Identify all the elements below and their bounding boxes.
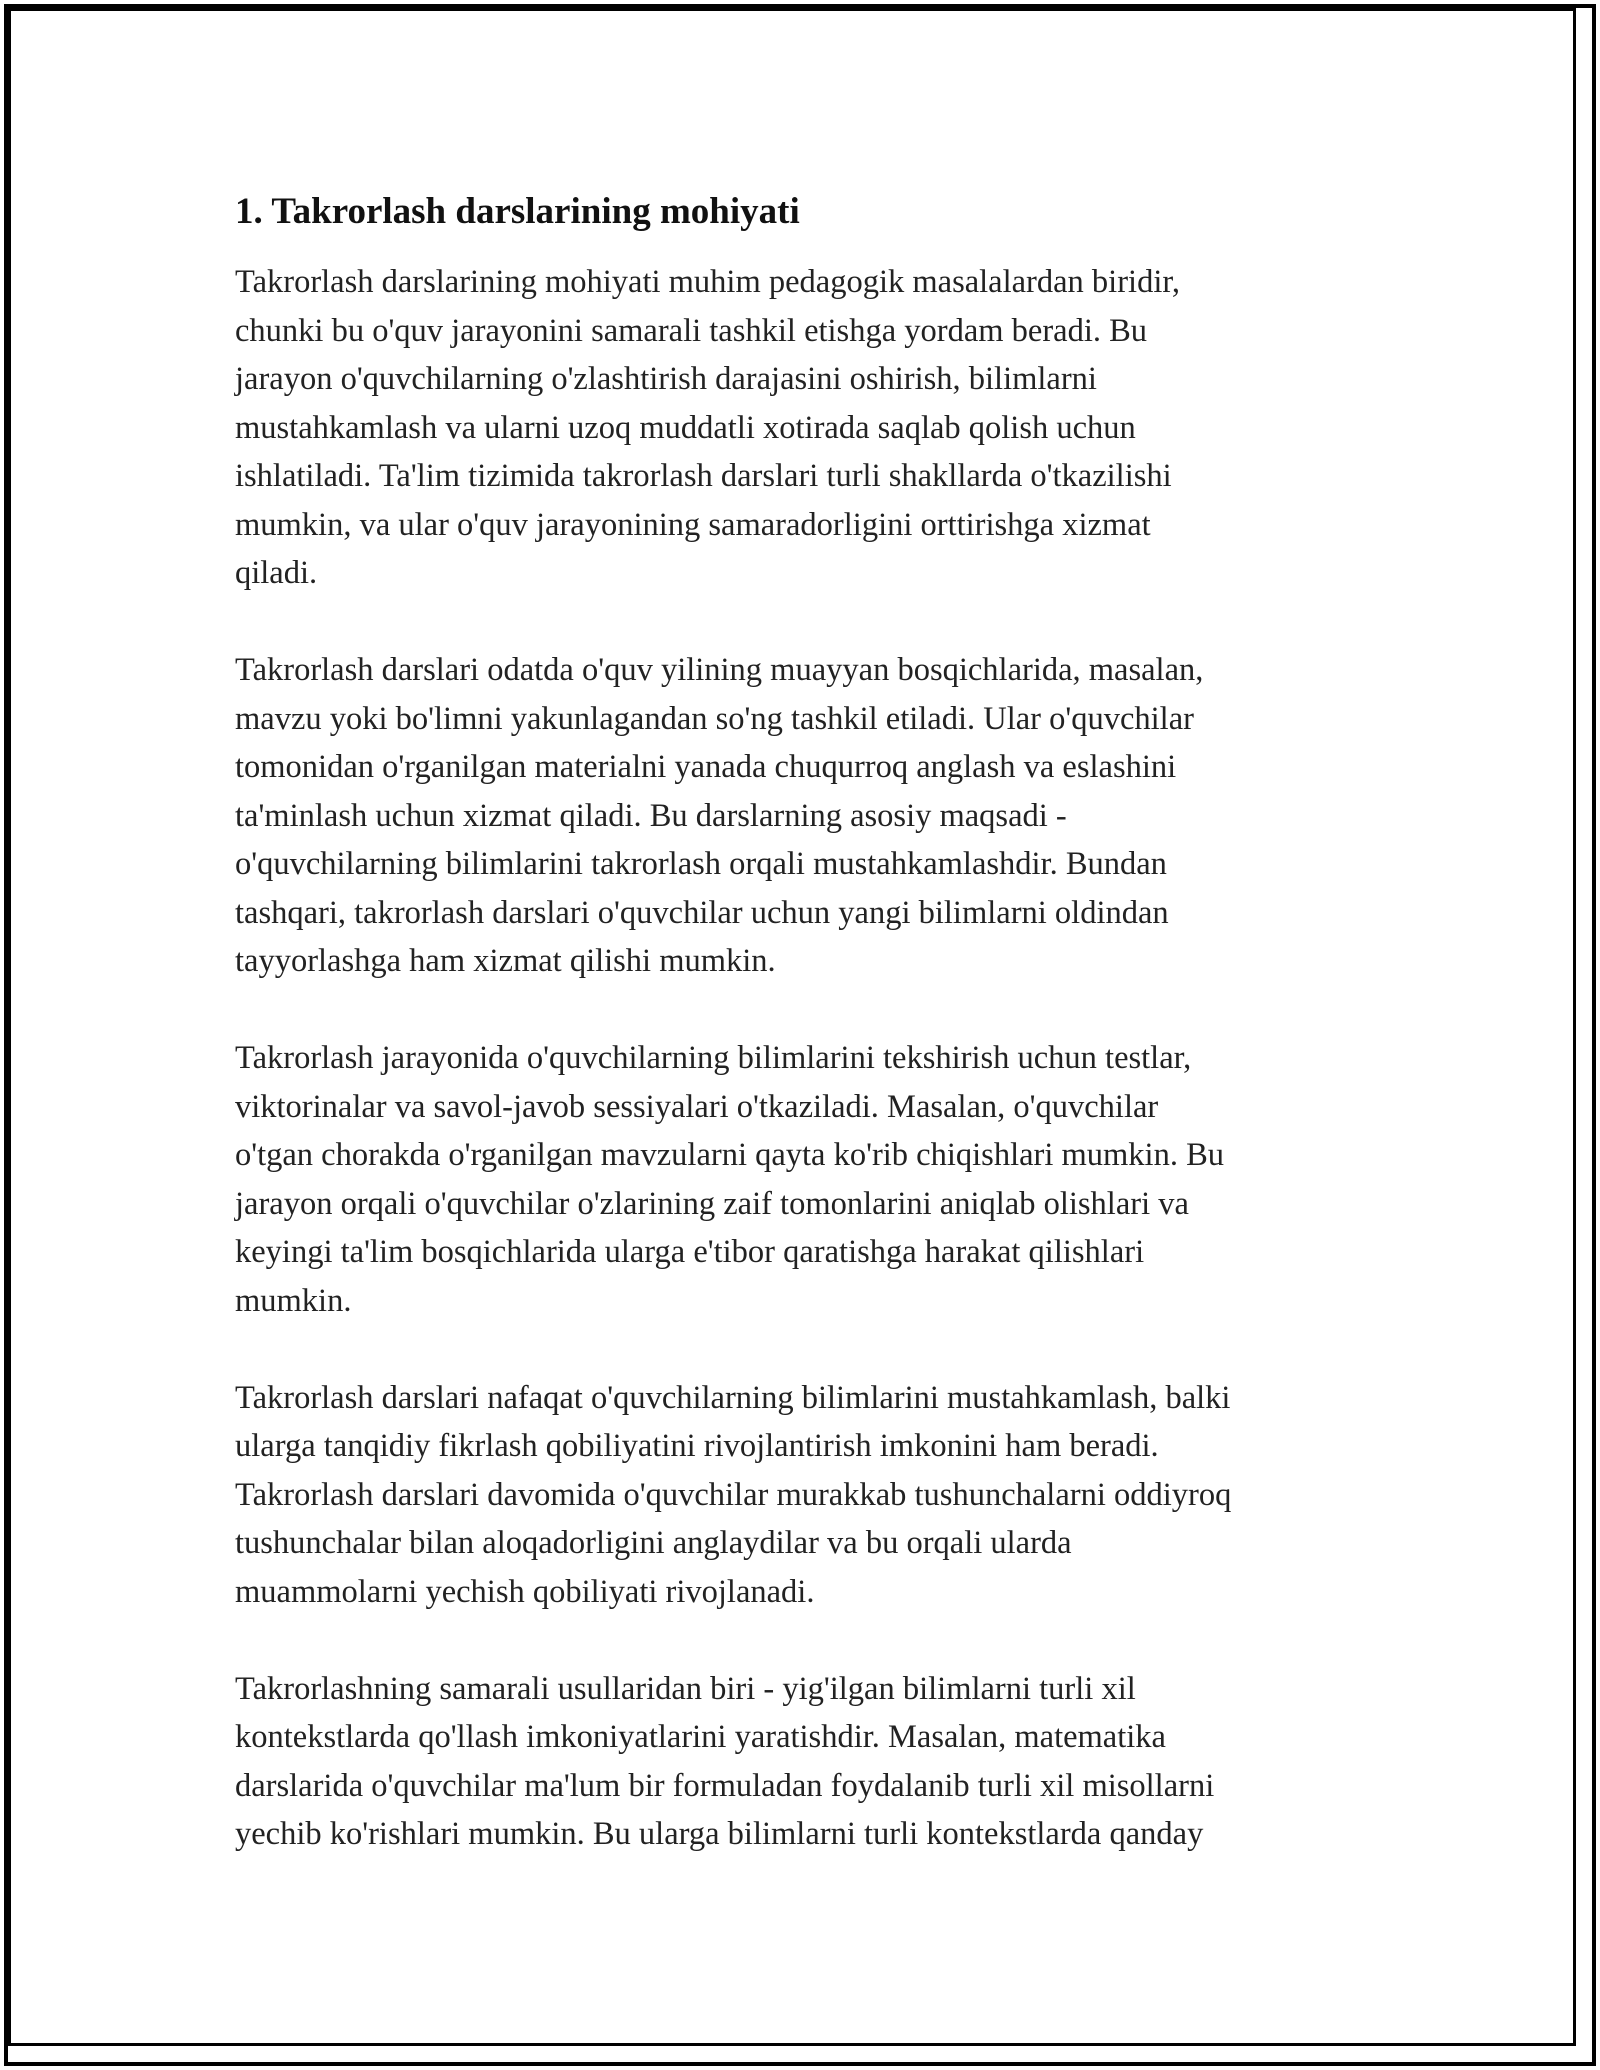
paragraph xyxy=(235,1665,1385,1859)
paragraph-line: mustahkamlash va ularni uzoq muddatli xotirada saqlab qolish uchun xyxy=(235,409,1136,446)
paragraph xyxy=(235,1374,1385,1617)
paragraph-line: keyingi ta'lim bosqichlarida ularga e'tibor qaratishga harakat qilishlari xyxy=(235,1234,1145,1270)
paragraph-line: tayyorlashga ham xizmat qilishi mumkin. xyxy=(235,943,776,979)
paragraph-line: yechib ko'rishlari mumkin. Bu ularga bilimlarni turli kontekstlarda qanday xyxy=(235,1816,1204,1852)
paragraph-line: mumkin. xyxy=(235,1282,352,1319)
paragraph-line: jarayon orqali o'quvchilar o'zlarining zaif tomonlarini aniqlab olishlari va xyxy=(235,1185,1189,1222)
paragraph-line: o'tgan chorakda o'rganilgan mavzularni qayta ko'rib chiqishlari mumkin. Bu xyxy=(235,1137,1225,1173)
paragraph-line: mavzu yoki bo'limni yakunlagandan so'ng tashkil etiladi. Ular o'quvchilar xyxy=(235,700,1194,737)
paragraph-line: ishlatiladi. Ta'lim tizimida takrorlash darslari turli shakllarda o'tkazilishi xyxy=(235,458,1172,494)
paragraph xyxy=(235,646,1385,986)
paragraph-line: qiladi. xyxy=(235,555,318,591)
paragraph-line: ta'minlash uchun xizmat qiladi. Bu darslarning asosiy maqsadi - xyxy=(235,797,1067,834)
paragraph-line: mumkin, va ular o'quv jarayonining samaradorligini orttirishga xizmat xyxy=(235,506,1151,543)
paragraph-line: viktorinalar va savol-javob sessiyalari o'tkaziladi. Masalan, o'quvchilar xyxy=(235,1088,1159,1125)
document-body xyxy=(235,188,1385,1907)
paragraph-list xyxy=(235,258,1385,1859)
paragraph-line: kontekstlarda qo'llash imkoniyatlarini yaratishdir. Masalan, matematika xyxy=(235,1719,1166,1755)
paragraph-line: Takrorlash darslarining mohiyati muhim pedagogik masalalardan biridir, xyxy=(235,264,1180,300)
paragraph-line: darslarida o'quvchilar ma'lum bir formuladan foydalanib turli xil misollarni xyxy=(235,1767,1215,1804)
paragraph-line: Takrorlash darslari odatda o'quv yilining muayyan bosqichlarida, masalan, xyxy=(235,652,1204,688)
paragraph-line: chunki bu o'quv jarayonini samarali tashkil etishga yordam beradi. Bu xyxy=(235,312,1148,349)
paragraph xyxy=(235,258,1385,598)
paragraph-line: tomonidan o'rganilgan materialni yanada chuqurroq anglash va eslashini xyxy=(235,749,1177,785)
paragraph-line: jarayon o'quvchilarning o'zlashtirish darajasini oshirish, bilimlarni xyxy=(235,361,1097,397)
paragraph-line: tashqari, takrorlash darslari o'quvchilar uchun yangi bilimlarni oldindan xyxy=(235,894,1169,931)
paragraph-line: muammolarni yechish qobiliyati rivojlanadi. xyxy=(235,1573,815,1610)
paragraph-line: o'quvchilarning bilimlarini takrorlash orqali mustahkamlashdir. Bundan xyxy=(235,846,1167,882)
paragraph-line: Takrorlash darslari nafaqat o'quvchilarning bilimlarini mustahkamlash, balki xyxy=(235,1379,1231,1416)
paragraph-line: Takrorlashning samarali usullaridan biri - yig'ilgan bilimlarni turli xil xyxy=(235,1670,1136,1707)
paragraph-line: Takrorlash darslari davomida o'quvchilar murakkab tushunchalarni oddiyroq xyxy=(235,1476,1232,1513)
section-heading: 1. Takrorlash darslarining mohiyati xyxy=(235,191,800,232)
paragraph xyxy=(235,1034,1385,1325)
paragraph-line: tushunchalar bilan aloqadorligini anglaydilar va bu orqali ularda xyxy=(235,1525,1072,1561)
paragraph-line: ularga tanqidiy fikrlash qobiliyatini rivojlantirish imkonini ham beradi. xyxy=(235,1428,1159,1464)
paragraph-line: Takrorlash jarayonida o'quvchilarning bilimlarini tekshirish uchun testlar, xyxy=(235,1040,1192,1076)
